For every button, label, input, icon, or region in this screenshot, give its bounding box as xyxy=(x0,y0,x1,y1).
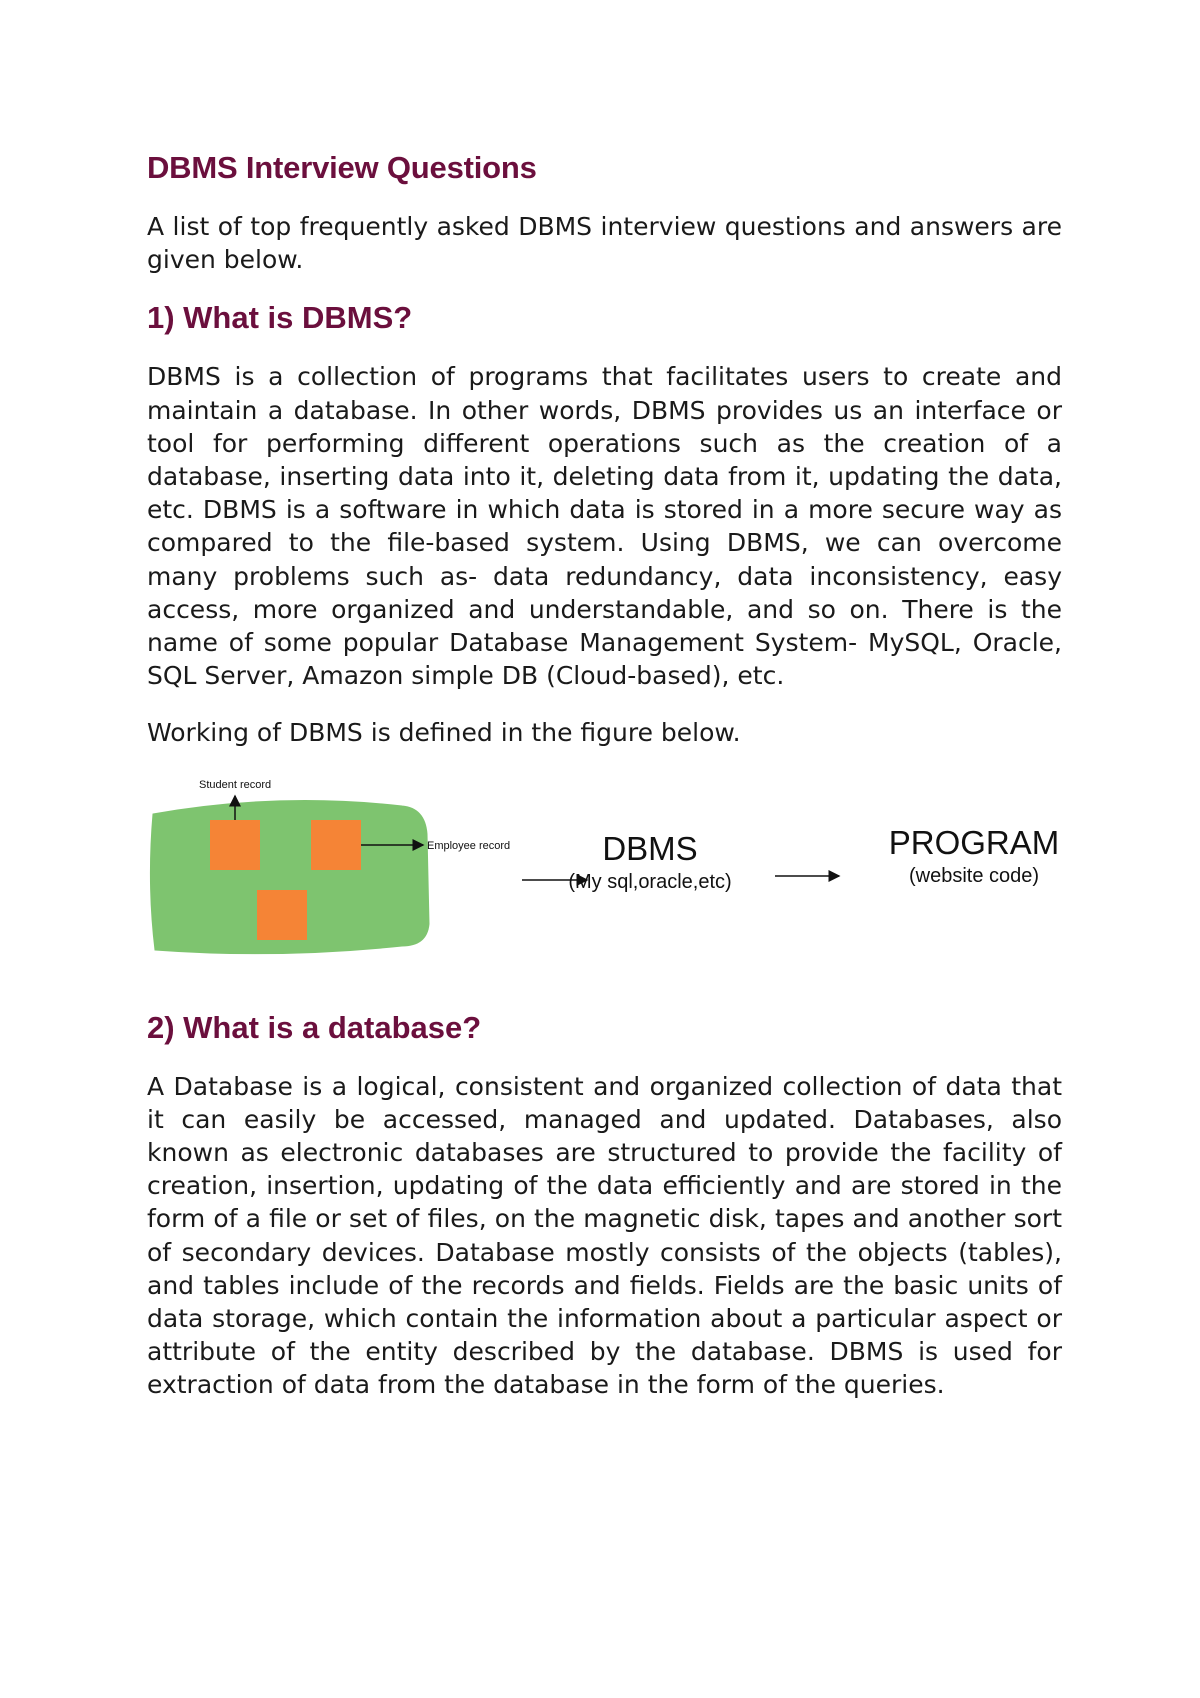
intro-paragraph: A list of top frequently asked DBMS interview questions and answers are given below. xyxy=(147,212,1062,275)
dbms-diagram xyxy=(147,774,1062,974)
document-page xyxy=(147,150,1062,1426)
dbms-sublabel: (My sql,oracle,etc) xyxy=(568,870,732,893)
dbms-definition-paragraph: DBMS is a collection of programs that facilitates users to create and maintain a database. In other words, DBMS provides us an interface or tool for performing different operations such as the creation of a database, inserting data into it, deleting data from it, updating the data, etc. DBMS is a software in which data is stored in a more secure way as compared to the file-based system. Using DBMS, we can overcome many problems such as- data redundancy, data inconsistency, easy access, more organized and understandable, and so on. There is the name of some popular Database Management System- MySQL, Oracle, SQL Server, Amazon simple DB (Cloud-based), etc. xyxy=(147,362,1062,691)
section-heading-what-is-dbms: 1) What is DBMS? xyxy=(147,300,413,336)
figure-intro-paragraph: Working of DBMS is defined in the figure below. xyxy=(147,718,741,748)
student-record-label: Student record xyxy=(199,778,272,791)
employee-record-label: Employee record xyxy=(427,839,511,852)
record-box xyxy=(257,890,307,940)
dbms-working-figure xyxy=(147,774,1062,974)
dbms-label: DBMS xyxy=(602,829,698,867)
employee-record-box xyxy=(311,820,361,870)
database-definition-paragraph: A Database is a logical, consistent and organized collection of data that it can easily be accessed, managed and updated. Databases, also known as electronic databases are structured to provide the facility of creation, insertion, updating of the data efficiently and are stored in the form of a file or set of files, on the magnetic disk, tapes and another sort of secondary devices. Database mostly consists of the objects (tables), and tables include of the records and fields. Fields are the basic units of data storage, which contain the information about a particular aspect or attribute of the entity described by the database. DBMS is used for extraction of data from the database in the form of the queries. xyxy=(147,1071,1062,1400)
student-record-box xyxy=(210,820,260,870)
section-heading-what-is-database: 2) What is a database? xyxy=(147,1009,482,1045)
program-sublabel: (website code) xyxy=(908,864,1040,887)
program-label: PROGRAM xyxy=(888,823,1060,861)
page-title: DBMS Interview Questions xyxy=(147,150,537,185)
